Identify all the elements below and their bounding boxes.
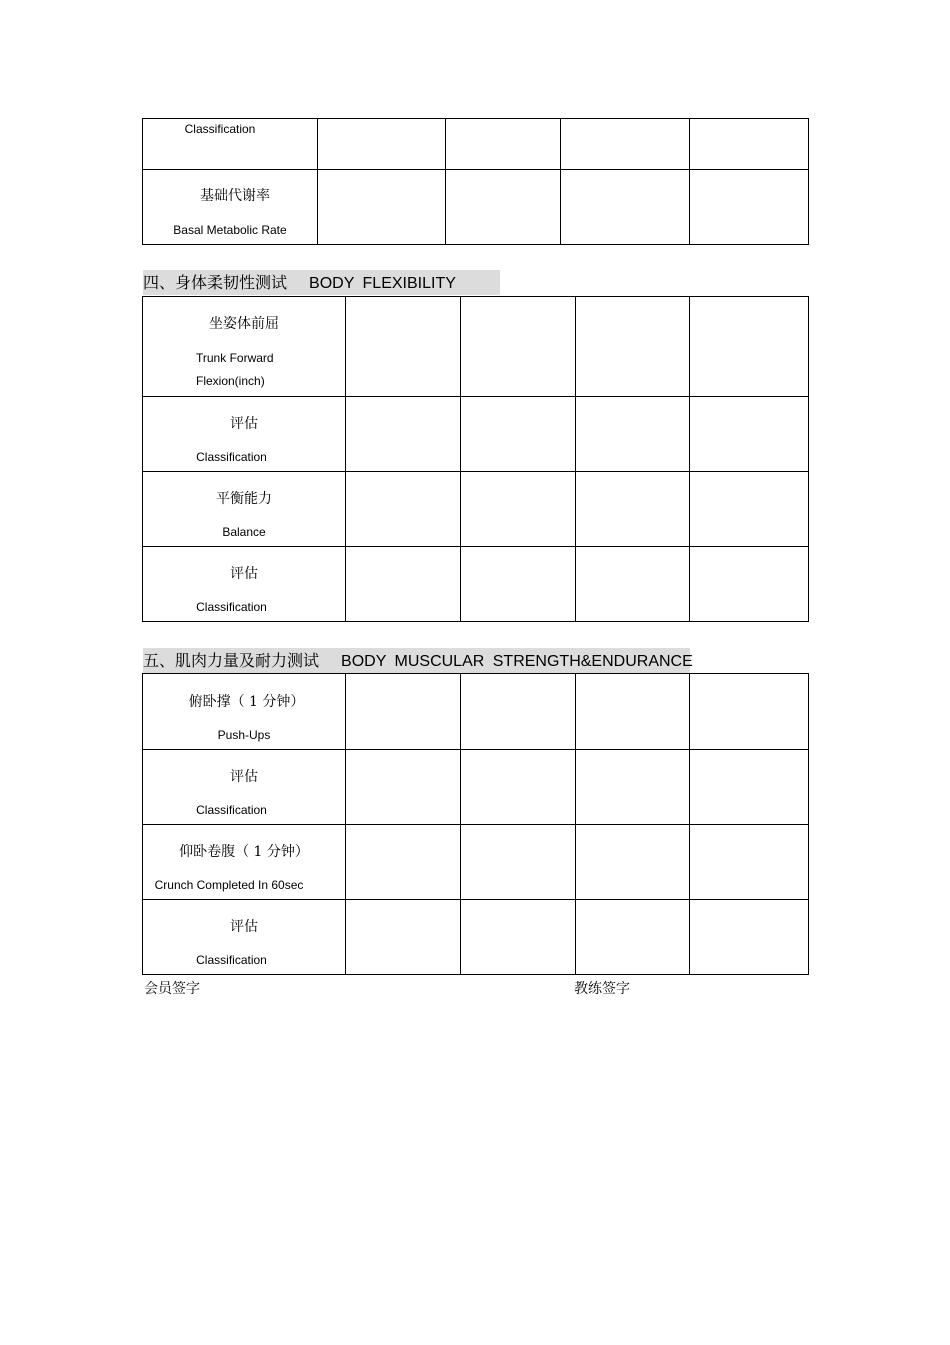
data-cell[interactable] [561,119,690,170]
bmr-en-label: Basal Metabolic Rate [173,223,287,237]
row-label-crunch [143,825,346,900]
row-label-balance [143,472,346,547]
data-cell[interactable] [690,119,809,170]
section4-title-zh: 四、身体柔韧性测试 [143,273,288,292]
row-label-classification [143,397,346,472]
data-cell[interactable] [576,472,690,547]
data-cell[interactable] [461,297,576,397]
table-row [143,547,809,622]
data-cell[interactable] [346,900,461,975]
classification-zh-label: 评估 [230,769,258,785]
data-cell[interactable] [346,297,461,397]
data-cell[interactable] [446,119,561,170]
balance-en-label: Balance [222,525,266,539]
section4-heading [143,270,456,295]
data-cell[interactable] [690,900,809,975]
section3-table [142,118,809,245]
data-cell[interactable] [346,750,461,825]
section4-title-en: BODY FLEXIBILITY [309,275,456,292]
data-cell[interactable] [690,547,809,622]
trunk-flexion-en-label: Trunk Forward [196,351,274,365]
member-signature-label: 会员签字 [144,981,200,997]
data-cell[interactable] [690,674,809,750]
classification-en-label: Classification [196,450,267,464]
push-ups-zh-label: 俯卧撑（ 1 分钟） [188,694,305,710]
table-row [143,825,809,900]
data-cell[interactable] [346,472,461,547]
push-ups-en-label: Push-Ups [217,728,271,742]
section4-table [142,296,809,622]
data-cell[interactable] [576,825,690,900]
balance-zh-label: 平衡能力 [216,491,272,507]
classification-zh-label: 评估 [230,919,258,935]
data-cell[interactable] [346,397,461,472]
data-cell[interactable] [446,170,561,245]
data-cell[interactable] [576,547,690,622]
table-row [143,397,809,472]
section5-title-zh: 五、肌肉力量及耐力测试 [143,651,320,670]
data-cell[interactable] [576,750,690,825]
trunk-flexion-zh-label: 坐姿体前屈 [209,316,279,332]
crunch-en-label: Crunch Completed In 60sec [154,878,304,892]
row-label-push-ups [143,674,346,750]
data-cell[interactable] [576,900,690,975]
row-label-classification [143,547,346,622]
data-cell[interactable] [561,170,690,245]
row-label-bmr [143,170,318,245]
data-cell[interactable] [461,674,576,750]
section5-title-en: BODY MUSCULAR STRENGTH&ENDURANCE [341,653,693,670]
coach-signature-label: 教练签字 [574,981,630,997]
table-row [143,170,809,245]
data-cell[interactable] [576,397,690,472]
row-label-classification [143,119,318,170]
data-cell[interactable] [461,472,576,547]
data-cell[interactable] [346,547,461,622]
row-label-trunk-flexion [143,297,346,397]
crunch-zh-label: 仰卧卷腹（ 1 分钟） [179,844,309,860]
classification-en-label: Classification [196,803,267,817]
table-row [143,674,809,750]
section5-table [142,673,809,975]
data-cell[interactable] [346,825,461,900]
table-row [143,119,809,170]
data-cell[interactable] [461,825,576,900]
table-row [143,472,809,547]
data-cell[interactable] [690,297,809,397]
data-cell[interactable] [461,750,576,825]
classification-en-label: Classification [196,600,267,614]
section5-heading [143,648,693,673]
classification-label: Classification [184,122,256,136]
data-cell[interactable] [690,825,809,900]
data-cell[interactable] [690,472,809,547]
data-cell[interactable] [318,170,446,245]
row-label-classification [143,900,346,975]
data-cell[interactable] [576,297,690,397]
data-cell[interactable] [318,119,446,170]
classification-zh-label: 评估 [230,416,258,432]
trunk-flexion-en-label-2: Flexion(inch) [196,374,265,388]
data-cell[interactable] [690,170,809,245]
classification-zh-label: 评估 [230,566,258,582]
table-row [143,900,809,975]
data-cell[interactable] [461,547,576,622]
table-row [143,297,809,397]
data-cell[interactable] [576,674,690,750]
data-cell[interactable] [461,397,576,472]
classification-en-label: Classification [196,953,267,967]
row-label-classification [143,750,346,825]
bmr-zh-label: 基础代谢率 [200,188,270,204]
data-cell[interactable] [690,397,809,472]
data-cell[interactable] [346,674,461,750]
data-cell[interactable] [690,750,809,825]
data-cell[interactable] [461,900,576,975]
table-row [143,750,809,825]
